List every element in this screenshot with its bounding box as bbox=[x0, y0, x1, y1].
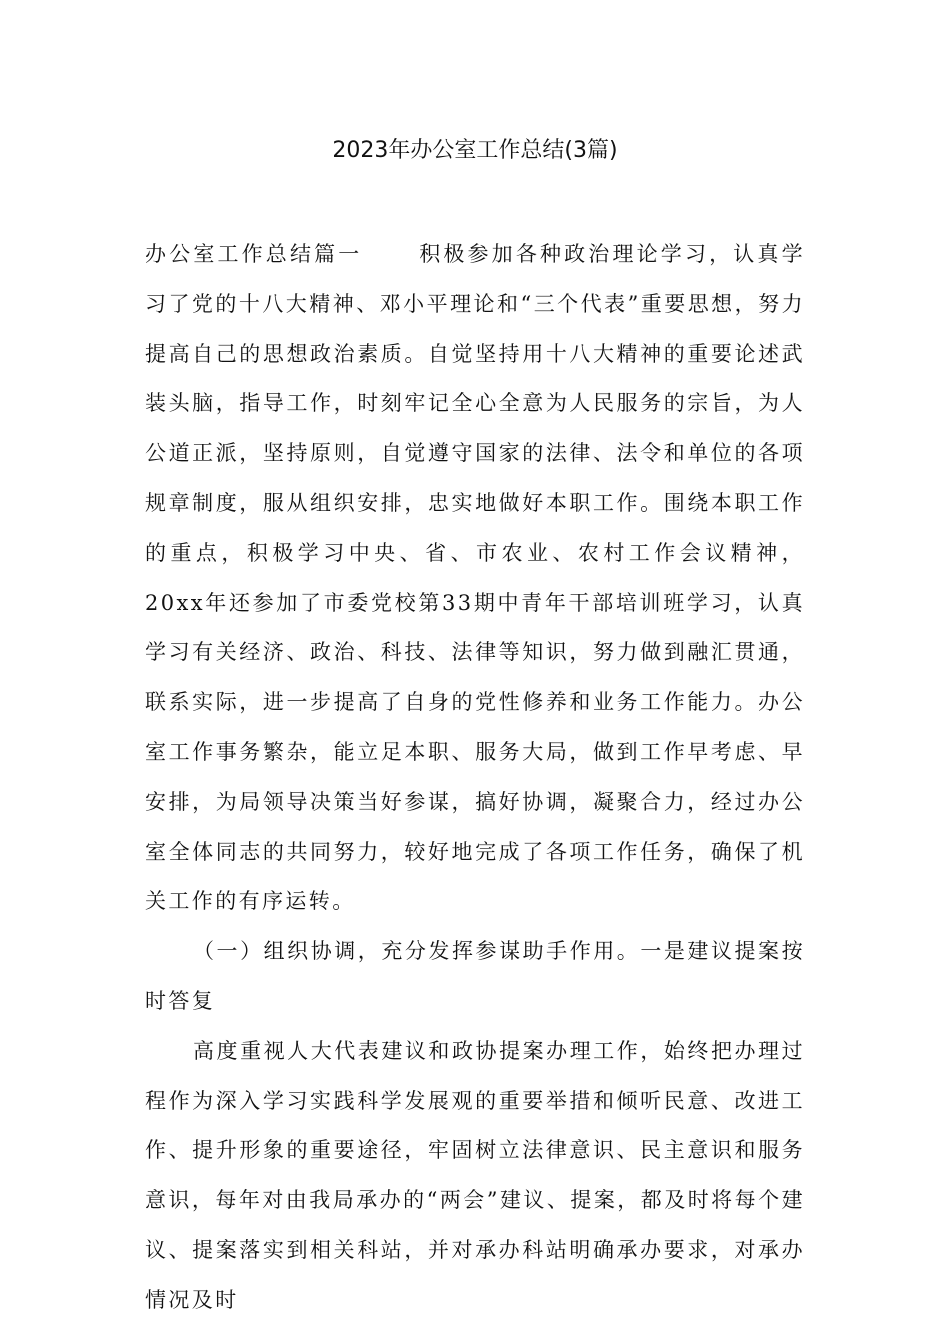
paragraph-1 bbox=[145, 230, 805, 927]
paragraph-1-text: 积极参加各种政治理论学习，认真学习了党的十八大精神、邓小平理论和“三个代表”重要思想，努力提高自己的思想政治素质。自觉坚持用十八大精神的重要论述武装头脑，指导工作，时刻牢记全心全意为人民服务的宗旨，为人公道正派，坚持原则，自觉遵守国家的法律、法令和单位的各项规章制度，服从组织安排，忠实地做好本职工作。围绕本职工作的重点，积极学习中央、省、市农业、农村工作会议精神，20xx年还参加了市委党校第33期中青年干部培训班学习，认真学习有关经济、政治、科技、法律等知识，努力做到融汇贯通，联系实际，进一步提高了自身的党性修养和业务工作能力。办公室工作事务繁杂，能立足本职、服务大局，做到工作早考虑、早安排，为局领导决策当好参谋，搞好协调，凝聚合力，经过办公室全体同志的共同努力，较好地完成了各项工作任务，确保了机关工作的有序运转。 bbox=[145, 242, 805, 914]
paragraph-3: 高度重视人大代表建议和政协提案办理工作，始终把办理过程作为深入学习实践科学发展观的重要举措和倾听民意、改进工作、提升形象的重要途径，牢固树立法律意识、民主意识和服务意识，每年对由我局承办的“两会”建议、提案，都及时将每个建议、提案落实到相关科站，并对承办科站明确承办要求，对承办情况及时 bbox=[145, 1038, 805, 1312]
document-body bbox=[145, 230, 805, 1326]
document-title: 2023年办公室工作总结(3篇) bbox=[332, 138, 618, 163]
section-label: 办公室工作总结篇一 bbox=[145, 242, 363, 266]
paragraph-2: （一）组织协调，充分发挥参谋助手作用。一是建议提案按时答复 bbox=[145, 939, 805, 1013]
